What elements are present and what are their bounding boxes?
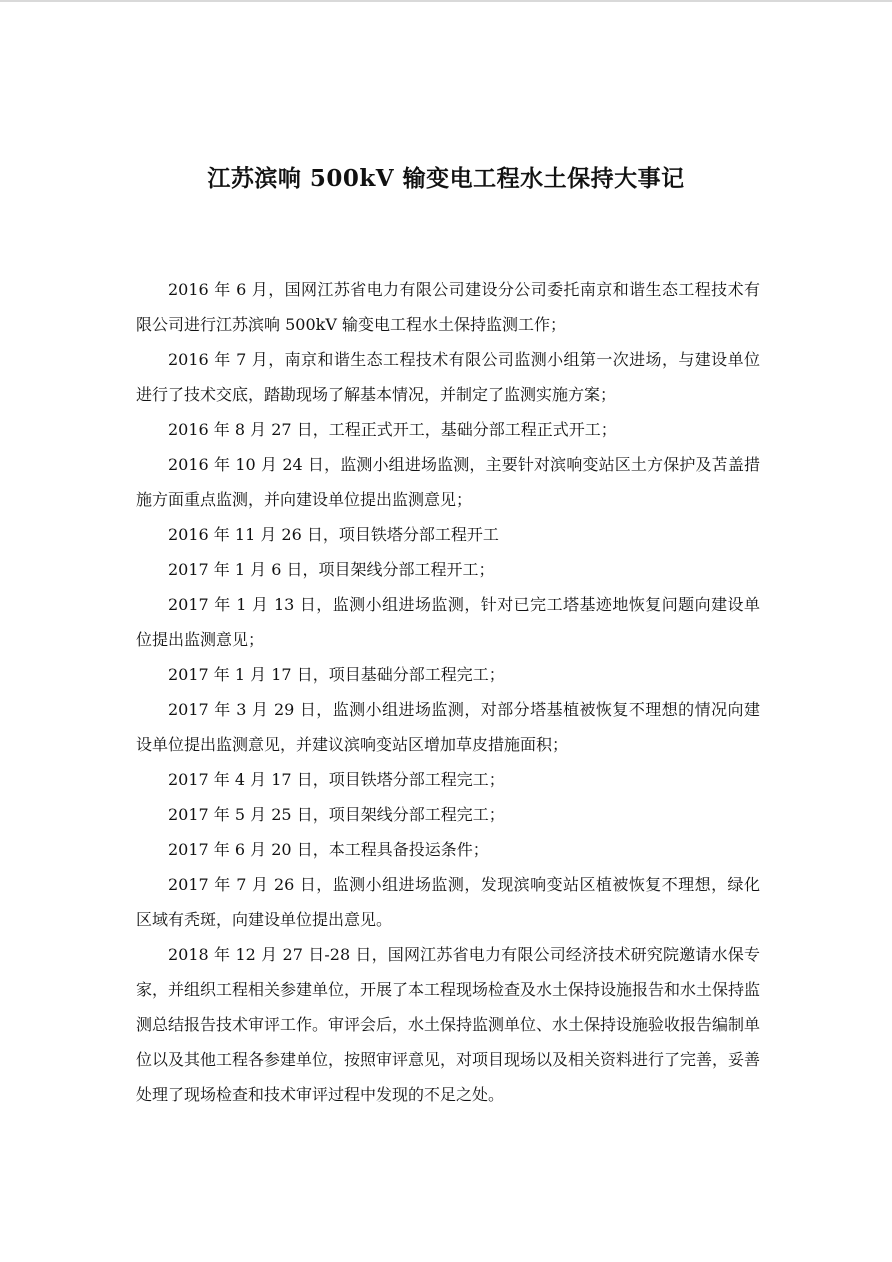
event-paragraph-14: 2018 年 12 月 27 日-28 日，国网江苏省电力有限公司经济技术研究院邀请水保专家，并组织工程相关参建单位，开展了本工程现场检查及水土保持设施报告和水土保持监测总结报告技术审评工作。审评会后，水土保持监测单位、水土保持设施验收报告编制单位以及其他工程各参建单位，按照审评意见，对项目现场以及相关资料进行了完善，妥善处理了现场检查和技术审评过程中发现的不足之处。 — [136, 945, 761, 1104]
event-paragraph-7: 2017 年 1 月 13 日，监测小组进场监测，针对已完工塔基迹地恢复问题向建设单位提出监测意见； — [136, 595, 760, 649]
event-paragraph-11: 2017 年 5 月 25 日，项目架线分部工程完工； — [168, 805, 505, 824]
event-paragraph-9: 2017 年 3 月 29 日，监测小组进场监测，对部分塔基植被恢复不理想的情况向建设单位提出监测意见，并建议滨响变站区增加草皮措施面积； — [136, 700, 760, 754]
event-paragraph-12: 2017 年 6 月 20 日，本工程具备投运条件； — [168, 840, 489, 859]
page-top-edge — [0, 0, 892, 2]
event-paragraph-10: 2017 年 4 月 17 日，项目铁塔分部工程完工； — [168, 770, 505, 789]
event-paragraph-2: 2016 年 7 月，南京和谐生态工程技术有限公司监测小组第一次进场，与建设单位进行了技术交底，踏勘现场了解基本情况，并制定了监测实施方案； — [136, 350, 760, 404]
event-paragraph-13: 2017 年 7 月 26 日，监测小组进场监测，发现滨响变站区植被恢复不理想，绿化区域有秃斑，向建设单位提出意见。 — [136, 875, 760, 929]
document-body — [136, 272, 760, 1112]
event-paragraph-5: 2016 年 11 月 26 日，项目铁塔分部工程开工 — [168, 525, 499, 544]
event-paragraph-4: 2016 年 10 月 24 日，监测小组进场监测，主要针对滨响变站区土方保护及苫盖措施方面重点监测，并向建设单位提出监测意见； — [136, 455, 760, 509]
document-title: 江苏滨响 500kV 输变电工程水土保持大事记 — [207, 165, 685, 192]
event-paragraph-8: 2017 年 1 月 17 日，项目基础分部工程完工； — [168, 665, 505, 684]
event-paragraph-6: 2017 年 1 月 6 日，项目架线分部工程开工； — [168, 560, 495, 579]
event-paragraph-1: 2016 年 6 月，国网江苏省电力有限公司建设分公司委托南京和谐生态工程技术有限公司进行江苏滨响 500kV 输变电工程水土保持监测工作； — [136, 280, 760, 334]
event-paragraph-3: 2016 年 8 月 27 日，工程正式开工，基础分部工程正式开工； — [168, 420, 617, 439]
